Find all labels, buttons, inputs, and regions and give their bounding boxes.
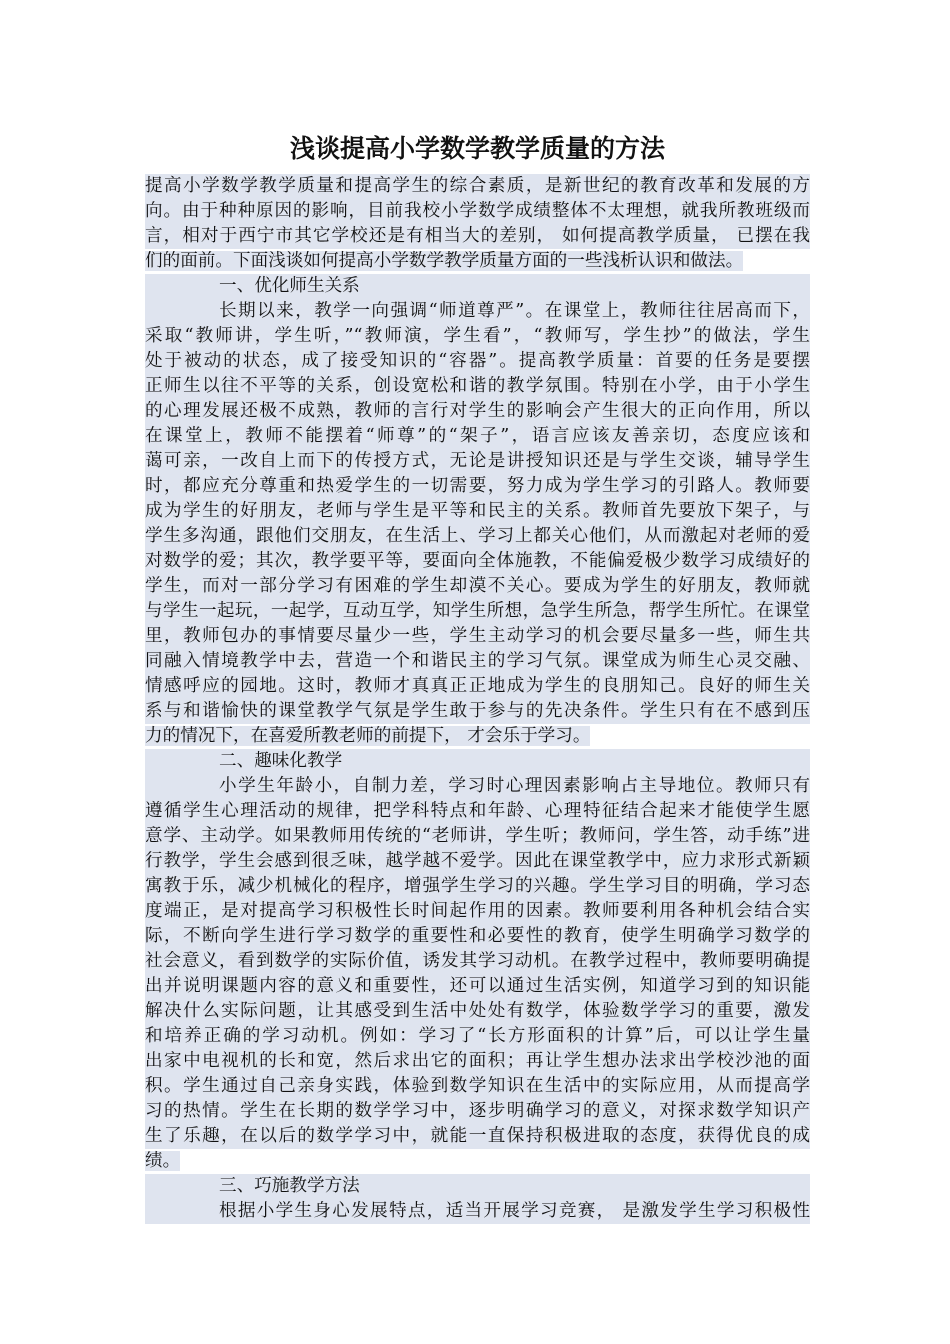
paragraph-line: 生了乐趣，在以后的数学学习中，就能一直保持积极进取的态度，获得优良的成 bbox=[145, 1124, 810, 1149]
paragraph-line: 对数学的爱；其次，教学要平等，要面向全体施教，不能偏爱极少数学习成绩好的 bbox=[145, 549, 810, 574]
section-1-heading bbox=[145, 274, 810, 299]
paragraph-line: 蔼可亲，一改自上而下的传授方式，无论是讲授知识还是与学生交谈，辅导学生 bbox=[145, 449, 810, 474]
intro-line: 言，相对于西宁市其它学校还是有相当大的差别， 如何提高教学质量， 已摆在我 bbox=[145, 224, 810, 249]
paragraph-line: 系与和谐愉快的课堂教学气氛是学生敢于参与的先决条件。学生只有在不感到压 bbox=[145, 699, 810, 724]
paragraph-line: 的心理发展还极不成熟，教师的言行对学生的影响会产生很大的正向作用，所以 bbox=[145, 399, 810, 424]
paragraph-line: 出并说明课题内容的意义和重要性，还可以通过生活实例，知道学习到的知识能 bbox=[145, 974, 810, 999]
paragraph-line: 学生多沟通，跟他们交朋友，在生活上、学习上都关心他们，从而激起对老师的爱 bbox=[145, 524, 810, 549]
paragraph-line: 学生，而对一部分学习有困难的学生却漠不关心。要成为学生的好朋友，教师就 bbox=[145, 574, 810, 599]
paragraph-line: 采取“教师讲，学生听，”“教师演，学生看”，“教师写，学生抄”的做法，学生 bbox=[145, 324, 810, 349]
paragraph-line: 成为学生的好朋友，老师与学生是平等和民主的关系。教师首先要放下架子，与 bbox=[145, 499, 810, 524]
paragraph-line: 长期以来，教学一向强调“师道尊严”。在课堂上，教师往往居高而下， bbox=[145, 299, 810, 324]
paragraph-line: 在课堂上，教师不能摆着“师尊”的“架子”，语言应该友善亲切，态度应该和 bbox=[145, 424, 810, 449]
paragraph-line: 际，不断向学生进行学习数学的重要性和必要性的教育，使学生明确学习数学的 bbox=[145, 924, 810, 949]
paragraph-line: 小学生年龄小，自制力差，学习时心理因素影响占主导地位。教师只有 bbox=[145, 774, 810, 799]
paragraph-line: 和培养正确的学习动机。例如：学习了“长方形面积的计算”后，可以让学生量 bbox=[145, 1024, 810, 1049]
paragraph-line: 遵循学生心理活动的规律，把学科特点和年龄、心理特征结合起来才能使学生愿 bbox=[145, 799, 810, 824]
section-heading-text: 三、巧施教学方法 bbox=[145, 1174, 810, 1199]
paragraph-line-text: 绩。 bbox=[145, 1151, 181, 1171]
section-2-heading bbox=[145, 749, 810, 774]
paragraph-line: 时，都应充分尊重和热爱学生的一切需要，努力成为学生学习的引路人。教师要 bbox=[145, 474, 810, 499]
paragraph-line: 正师生以往不平等的关系，创设宽松和谐的教学氛围。特别在小学，由于小学生 bbox=[145, 374, 810, 399]
document-body bbox=[145, 174, 810, 1224]
paragraph-line bbox=[145, 1149, 810, 1174]
paragraph-line: 意学、主动学。如果教师用传统的“老师讲，学生听；教师问，学生答，动手练”进 bbox=[145, 824, 810, 849]
intro-line-text: 们的面前。下面浅谈如何提高小学数学教学质量方面的一些浅析认识和做法。 bbox=[145, 251, 744, 271]
section-3-heading bbox=[145, 1174, 810, 1199]
section-1-paragraph bbox=[145, 299, 810, 749]
paragraph-line: 与学生一起玩，一起学，互动互学，知学生所想，急学生所急，帮学生所忙。在课堂 bbox=[145, 599, 810, 624]
paragraph-line: 度端正，是对提高学习积极性长时间起作用的因素。教师要利用各种机会结合实 bbox=[145, 899, 810, 924]
paragraph-line: 出家中电视机的长和宽，然后求出它的面积；再让学生想办法求出学校沙池的面 bbox=[145, 1049, 810, 1074]
intro-paragraph bbox=[145, 174, 810, 274]
paragraph-line: 积。学生通过自己亲身实践，体验到数学知识在生活中的实际应用，从而提高学 bbox=[145, 1074, 810, 1099]
document-title: 浅谈提高小学数学教学质量的方法 bbox=[289, 134, 665, 163]
paragraph-line: 处于被动的状态，成了接受知识的“容器”。提高教学质量：首要的任务是要摆 bbox=[145, 349, 810, 374]
section-heading-text: 一、优化师生关系 bbox=[145, 274, 810, 299]
paragraph-line: 社会意义，看到数学的实际价值，诱发其学习动机。在教学过程中，教师要明确提 bbox=[145, 949, 810, 974]
paragraph-line: 行教学，学生会感到很乏味，越学越不爱学。因此在课堂教学中，应力求形式新颖 bbox=[145, 849, 810, 874]
paragraph-line: 解决什么实际问题，让其感受到生活中处处有数学，体验数学学习的重要，激发 bbox=[145, 999, 810, 1024]
paragraph-line: 里，教师包办的事情要尽量少一些，学生主动学习的机会要尽量多一些，师生共 bbox=[145, 624, 810, 649]
intro-line bbox=[145, 249, 810, 274]
paragraph-line: 同融入情境教学中去，营造一个和谐民主的学习气氛。课堂成为师生心灵交融、 bbox=[145, 649, 810, 674]
paragraph-line: 寓教于乐，减少机械化的程序，增强学生学习的兴趣。学生学习目的明确，学习态 bbox=[145, 874, 810, 899]
section-2-paragraph bbox=[145, 774, 810, 1174]
intro-line: 向。由于种种原因的影响，目前我校小学数学成绩整体不太理想，就我所教班级而 bbox=[145, 199, 810, 224]
paragraph-line-text: 力的情况下，在喜爱所教老师的前提下， 才会乐于学习。 bbox=[145, 726, 591, 746]
paragraph-line: 习的热情。学生在长期的数学学习中，逐步明确学习的意义，对探求数学知识产 bbox=[145, 1099, 810, 1124]
paragraph-line: 根据小学生身心发展特点，适当开展学习竞赛， 是激发学生学习积极性 bbox=[145, 1199, 810, 1224]
intro-line: 提高小学数学教学质量和提高学生的综合素质，是新世纪的教育改革和发展的方 bbox=[145, 174, 810, 199]
section-3-paragraph bbox=[145, 1199, 810, 1224]
paragraph-line bbox=[145, 724, 810, 749]
section-heading-text: 二、趣味化教学 bbox=[145, 749, 810, 774]
paragraph-line: 情感呼应的园地。这时，教师才真真正正地成为学生的良朋知己。良好的师生关 bbox=[145, 674, 810, 699]
